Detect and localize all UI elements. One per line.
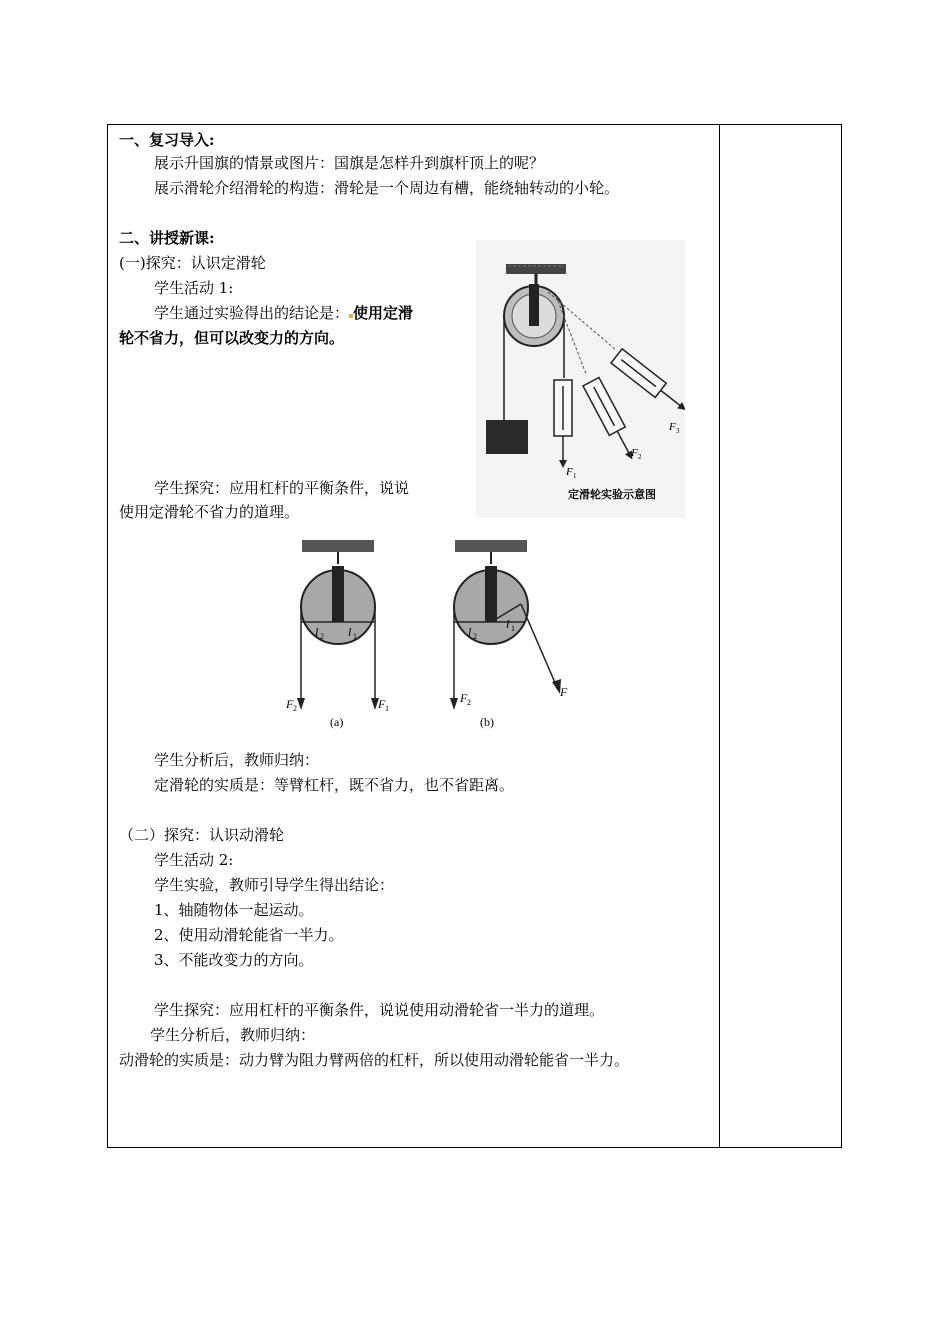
section2-heading: 二、讲授新课:: [119, 229, 215, 247]
force-f2-subscript: 2: [638, 453, 642, 461]
conclusion2-item-3: 3、不能改变力的方向。: [154, 951, 314, 969]
force-f3-subscript: 3: [676, 427, 680, 435]
conclusion1-line1: [154, 303, 413, 323]
a-f1-subscript: 1: [385, 704, 389, 713]
section1-paragraph-1: 展示升国旗的情景或图片：国旗是怎样升到旗杆顶上的呢？: [154, 154, 545, 172]
explore1-line2: 使用定滑轮不省力的道理。: [119, 503, 300, 521]
subsection2-title: （二）探究：认识动滑轮: [119, 826, 285, 844]
pulley-lever-figure: [280, 530, 570, 735]
conclusion2-item-2: 2、使用动滑轮能省一半力。: [154, 926, 344, 944]
explore2-text: 学生探究：应用杠杆的平衡条件，说说使用动滑轮省一半力的道理。: [154, 1001, 605, 1019]
b-l2-label: l: [468, 625, 472, 639]
conclusion1-line2: 轮不省力，但可以改变力的方向。: [119, 329, 345, 347]
activity1-label: 学生活动 1:: [154, 279, 234, 297]
summary2-line2: 动滑轮的实质是：动力臂为阻力臂两倍的杠杆，所以使用动滑轮能省一半力。: [119, 1051, 630, 1069]
diagram-a-label: (a): [330, 715, 344, 729]
a-l2-subscript: 2: [320, 632, 324, 641]
fixed-pulley-diagram: [476, 240, 685, 518]
conclusion2-item-1: 1、轴随物体一起运动。: [154, 901, 314, 919]
column-divider: [719, 125, 720, 1147]
activity2-label: 学生活动 2:: [154, 851, 234, 869]
a-f2-subscript: 2: [293, 704, 297, 713]
explore1-line1: 学生探究：应用杠杆的平衡条件，说说: [154, 479, 410, 497]
subsection1-title: (一)探究：认识定滑轮: [119, 254, 266, 272]
diagram-b: [450, 540, 568, 729]
summary1-line2: 定滑轮的实质是：等臂杠杆，既不省力，也不省距离。: [154, 776, 515, 794]
experiment2-text: 学生实验，教师引导学生得出结论：: [154, 876, 395, 894]
summary1-line1: 学生分析后，教师归纳：: [154, 751, 320, 769]
section1-paragraph-2: 展示滑轮介绍滑轮的构造：滑轮是一个周边有槽，能绕轴转动的小轮。: [154, 179, 620, 197]
a-f1-label: F: [378, 697, 386, 711]
a-f2-label: F: [286, 697, 294, 711]
conclusion1-intro: 学生通过实验得出的结论是：: [154, 304, 350, 322]
a-l1-subscript: 1: [353, 632, 357, 641]
b-l1-label: l: [506, 617, 510, 631]
b-f2-label: F: [460, 691, 468, 705]
force-f1-subscript: 1: [573, 472, 577, 480]
b-l2-subscript: 2: [473, 632, 477, 641]
a-l1-label: l: [348, 625, 352, 639]
diagram-b-label: (b): [480, 715, 494, 729]
force-f2-label: F: [631, 447, 638, 459]
pulley-lever-diagram: [280, 530, 570, 735]
summary2-line1: 学生分析后，教师归纳：: [150, 1026, 316, 1044]
force-f3-label: F: [669, 421, 676, 433]
a-l2-label: l: [315, 625, 319, 639]
b-f-label: F: [560, 685, 568, 699]
diagram-a: [285, 540, 389, 729]
section1-heading: 一、复习导入:: [119, 131, 215, 149]
b-f2-subscript: 2: [467, 698, 471, 707]
figure1-caption: 定滑轮实验示意图: [568, 488, 656, 501]
force-f1-label: F: [566, 466, 573, 478]
conclusion1-bold-start: 使用定滑: [353, 304, 414, 322]
b-l1-subscript: 1: [511, 624, 515, 633]
fixed-pulley-experiment-figure: [476, 240, 685, 518]
